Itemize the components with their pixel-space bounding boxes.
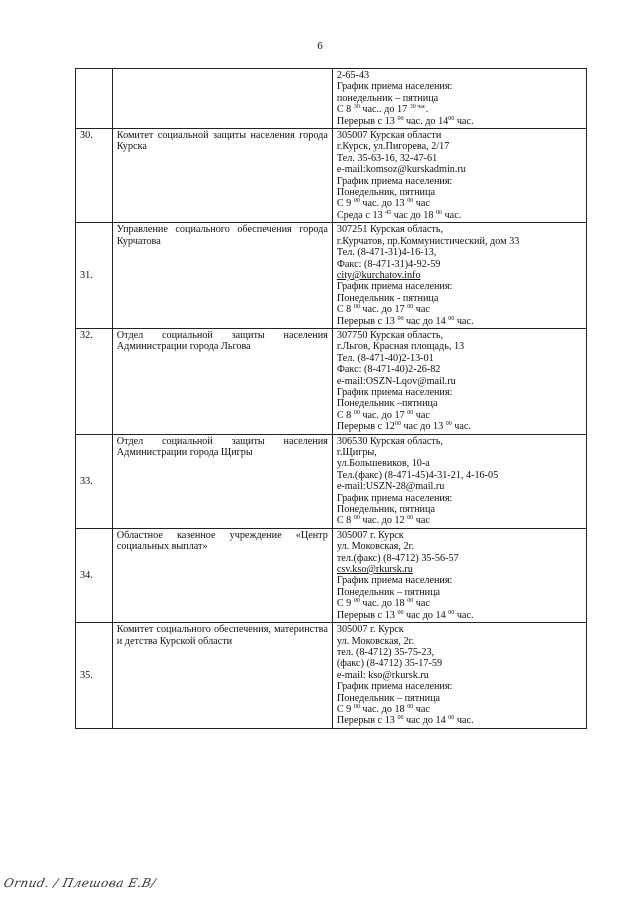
contact-line: Понедельник –пятница (336, 398, 438, 410)
contact-line: Факс: (8-471-40)2-26-82 (336, 364, 441, 376)
institution-name: Отдел социальной защиты населения Администрации города Льгова (112, 328, 332, 434)
contact-line: С 8 $^{00}$ час. до 17 $^{00}$ час (336, 409, 430, 421)
row-number: 33. (76, 434, 113, 528)
contact-line: тел. (8-4712) 35-75-23, (336, 646, 435, 658)
row-number: 32. (76, 328, 113, 434)
table-row (76, 528, 587, 622)
table-row (76, 434, 587, 528)
contact-line: Понедельник – пятница (336, 586, 441, 598)
contact-line: e-mail:OSZN-Lqov@mail.ru (336, 375, 456, 387)
contact-line: e-mail: kso@rkursk.ru (336, 669, 429, 681)
contact-line: График приема населения: (336, 681, 453, 693)
contact-details (332, 623, 586, 729)
contact-line: (факс) (8-4712) 35-17-59 (336, 658, 443, 670)
contact-line: График приема населения: (336, 175, 453, 187)
contact-line: 307750 Курская область, (336, 329, 444, 341)
contact-details (332, 223, 586, 329)
contact-line: тел.(факс) (8-4712) 35-56-57 (336, 552, 459, 564)
institution-name (112, 69, 332, 129)
institution-name: Отдел социальной защиты населения Администрации города Щигры (112, 434, 332, 528)
contact-line: 306530 Курская область, (336, 435, 444, 447)
row-number: 34. (76, 528, 113, 622)
contact-line: ул. Моковская, 2г. (336, 541, 415, 553)
institution-name: Областное казенное учреждение «Центр социальных выплат» (112, 528, 332, 622)
contact-line: Перерыв с 13 $^{00}$ час до 14 $^{00}$ час. (336, 609, 474, 621)
contact-line: Перерыв с $12^{00}$ час до 13 $^{00}$ час. (336, 421, 471, 433)
contact-line: С 8 $^{00}$ час. до 12 $^{00}$ час (336, 515, 430, 527)
contact-line: Среда с 13 $^{45}$ час до 18 $^{00}$ час. (336, 209, 462, 221)
table-row (76, 623, 587, 729)
contact-line: С 9 $^{00}$ час. до 18 $^{00}$ час (336, 598, 430, 610)
contact-line: e-mail:komsoz@kurskadmin.ru (336, 164, 466, 176)
contact-line: 305007 г. Курск (336, 624, 404, 636)
contact-line: С 9 $^{00}$ час. до 18 $^{00}$ час (336, 703, 430, 715)
contact-line: Тел.(факс) (8-471-45)4-31-21, 4-16-05 (336, 469, 499, 481)
social-services-table (75, 68, 587, 729)
contact-line: Понедельник, пятница (336, 187, 435, 199)
contact-line: График приема населения: (336, 575, 453, 587)
contact-line: г.Курчатов, пр.Коммунистический, дом 33 (336, 235, 520, 247)
institution-name: Комитет социальной защиты населения города Курска (112, 129, 332, 223)
contact-details (332, 129, 586, 223)
contact-line: График приема населения: (336, 281, 453, 293)
table-row (76, 69, 587, 129)
contact-line: Тел. (8-471-31)4-16-13, (336, 247, 437, 259)
handwritten-signature: Ornud. / Плешова Е.В/ (2, 876, 158, 890)
contact-details (332, 328, 586, 434)
page-number: 6 (317, 40, 323, 52)
contact-line: 305007 г. Курск (336, 529, 404, 541)
contact-line: С 8 $^{30}$ час.. до 17 $^{30 час}$. (336, 104, 429, 116)
institution-name: Комитет социального обеспечения, материнства и детства Курской области (112, 623, 332, 729)
email-link[interactable]: csv.kso@rkursk.ru (336, 564, 413, 576)
row-number (76, 69, 113, 129)
row-number: 31. (76, 223, 113, 329)
table-row (76, 223, 587, 329)
table-row (76, 328, 587, 434)
contact-line: Перерыв с 13 $^{00}$ час. до $14^{00}$ час. (336, 115, 474, 127)
row-number: 35. (76, 623, 113, 729)
contact-line: Понедельник - пятница (336, 292, 439, 304)
contact-details (332, 434, 586, 528)
contact-line: С 8 $^{00}$ час. до 17 $^{00}$ час (336, 304, 430, 316)
contact-line: e-mail:USZN-28@mail.ru (336, 481, 445, 493)
contact-line: Перерыв с 13 $^{00}$ час до 14 $^{00}$ час. (336, 715, 474, 727)
contact-line: Понедельник, пятница (336, 504, 435, 516)
contact-line: График приема населения: (336, 492, 453, 504)
contact-details (332, 528, 586, 622)
contact-line: Тел. 35-63-16, 32-47-61 (336, 152, 438, 164)
contact-line: г.Курск, ул.Пигорева, 2/17 (336, 141, 450, 153)
contact-line: С 9 $^{00}$ час. до 13 $^{00}$ час (336, 198, 430, 210)
institution-name: Управление социального обеспечения города Курчатова (112, 223, 332, 329)
contact-line: Тел. (8-471-40)2-13-01 (336, 352, 434, 364)
contact-line: ул.Большевиков, 10-а (336, 458, 430, 470)
contact-line: г.Льгов, Красная площадь, 13 (336, 341, 465, 353)
contact-line: Перерыв с 13 $^{00}$ час до 14 $^{00}$ час. (336, 315, 474, 327)
contact-line: 2-65-43 (336, 70, 370, 81)
contact-line: г.Щигры, (336, 447, 377, 458)
contact-line: График приема населения: (336, 386, 453, 398)
contact-line: Понедельник – пятница (336, 692, 441, 704)
contact-line: 307251 Курская область, (336, 224, 444, 236)
email-link[interactable]: city@kurchatov.info (336, 269, 421, 281)
contact-line: понедельник – пятница (336, 92, 439, 104)
table-row (76, 129, 587, 223)
contact-details (332, 69, 586, 129)
contact-line: График приема населения: (336, 81, 453, 93)
contact-line: Факс: (8-471-31)4-92-59 (336, 258, 441, 270)
row-number: 30. (76, 129, 113, 223)
contact-line: ул. Моковская, 2г. (336, 635, 415, 647)
contact-line: 305007 Курская области (336, 130, 442, 142)
